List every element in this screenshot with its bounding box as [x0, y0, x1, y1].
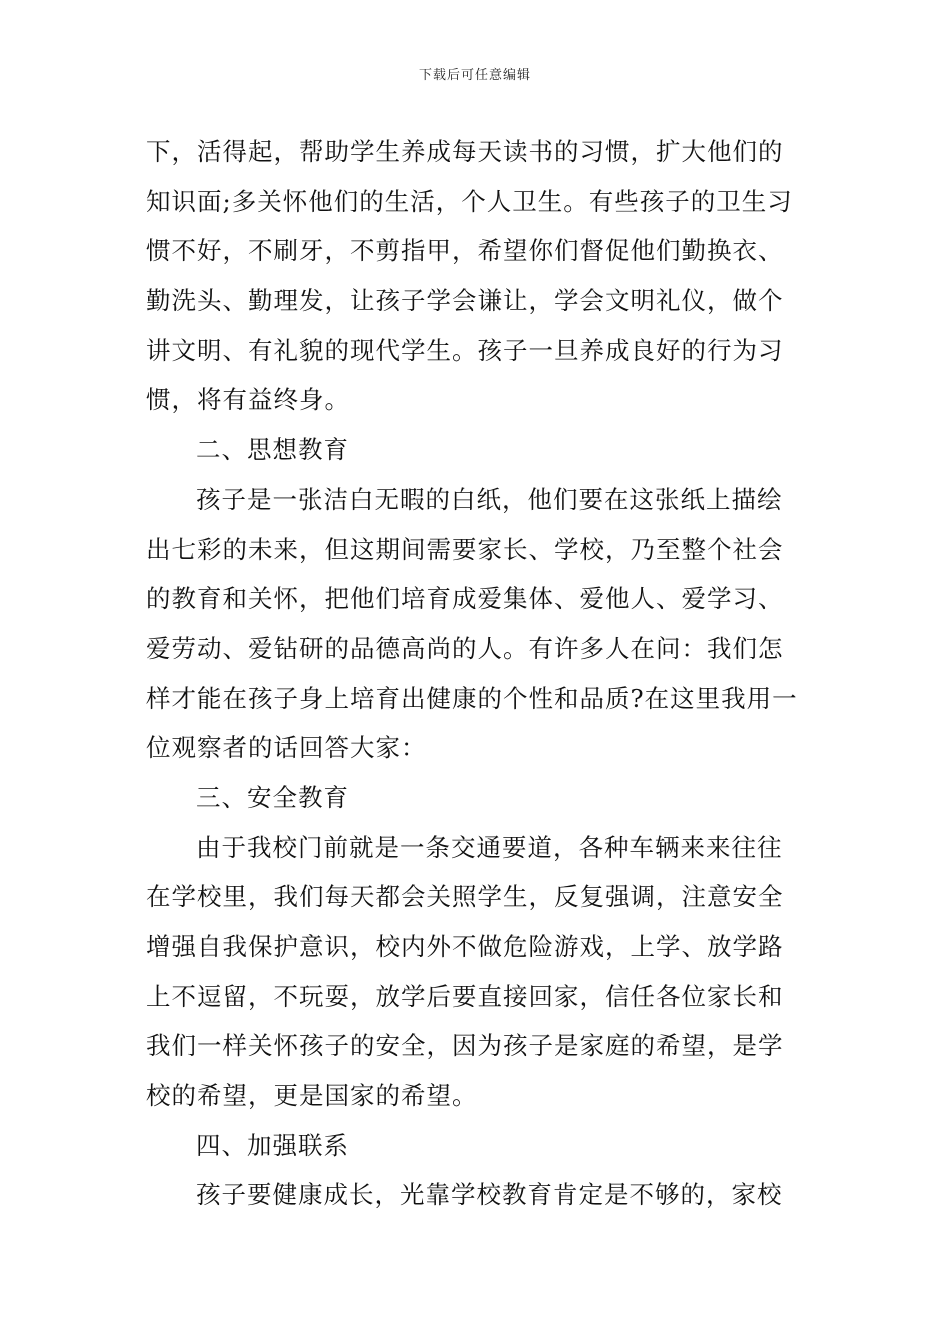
text-line: 增强自我保护意识，校内外不做危险游戏，上学、放学路 [146, 932, 784, 961]
text-line: 知识面;多关怀他们的生活，个人卫生。有些孩子的卫生习 [146, 186, 793, 216]
section-heading: 四、加强联系 [196, 1130, 349, 1160]
text-line: 下，活得起，帮助学生养成每天读书的习惯，扩大他们的 [146, 137, 784, 166]
text-line: 校的希望，更是国家的希望。 [146, 1081, 478, 1111]
text-line: 惯，将有益终身。 [146, 385, 350, 415]
text-line: 勤洗头、勤理发，让孩子学会谦让，学会文明礼仪，做个 [146, 286, 784, 316]
text-line: 位观察者的话回答大家： [146, 733, 427, 763]
text-line: 孩子是一张洁白无暇的白纸，他们要在这张纸上描绘 [196, 484, 783, 514]
text-line: 惯不好，不刷牙，不剪指甲，希望你们督促他们勤换衣、 [146, 236, 784, 266]
page-header-note: 下载后可任意编辑 [418, 68, 531, 83]
text-line: 我们一样关怀孩子的安全，因为孩子是家庭的希望，是学 [146, 1031, 784, 1061]
text-line: 在学校里，我们每天都会关照学生，反复强调，注意安全 [146, 882, 784, 912]
text-line: 讲文明、有礼貌的现代学生。孩子一旦养成良好的行为习 [146, 335, 784, 365]
text-line: 的教育和关怀，把他们培育成爱集体、爱他人、爱学习、 [146, 584, 784, 614]
text-line: 爱劳动、爱钻研的品德高尚的人。有许多人在问：我们怎 [146, 633, 784, 663]
text-line: 孩子要健康成长，光靠学校教育肯定是不够的，家校 [196, 1180, 783, 1210]
text-line: 样才能在孩子身上培育出健康的个性和品质?在这里我用一 [146, 683, 798, 713]
text-line: 出七彩的未来，但这期间需要家长、学校，乃至整个社会 [146, 534, 784, 564]
text-line: 由于我校门前就是一条交通要道，各种车辆来来往往 [196, 832, 783, 862]
document-body [146, 127, 810, 1220]
text-line: 上不逗留，不玩耍，放学后要直接回家，信任各位家长和 [146, 981, 784, 1011]
section-heading: 二、思想教育 [196, 435, 349, 465]
section-heading: 三、安全教育 [196, 782, 349, 812]
